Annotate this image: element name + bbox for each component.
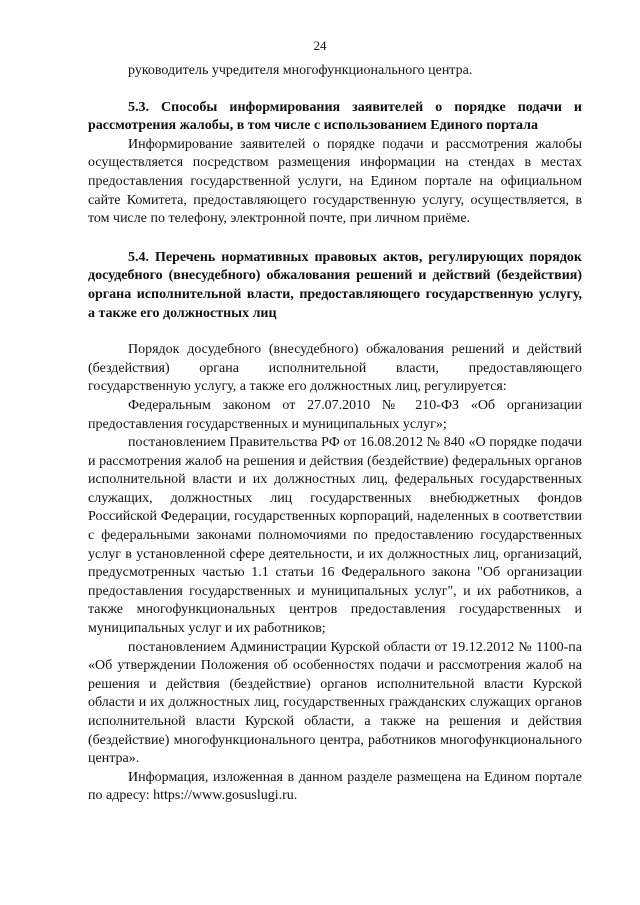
section-5-4-heading: 5.4. Перечень нормативных правовых актов, регулирующих порядок досудебного (внесудебного) обжалования решений и действий (бездействия) органа исполнительной власти, предоставляющего государственную услугу, а также его должностных лиц	[88, 249, 582, 321]
section-5-3-heading: 5.3. Способы информирования заявителей о порядке подачи и рассмотрения жалобы, в том числе с использованием Единого портала	[88, 99, 582, 134]
section-5-4-intro: Порядок досудебного (внесудебного) обжалования решений и действий (бездействия) органа исполнительной власти, предоставляющего государственную услугу, а также его должностных лиц, регулируется:	[88, 342, 582, 395]
page-content	[88, 62, 582, 806]
page-number: 24	[313, 38, 327, 53]
continuation-text: руководитель учредителя многофункционального центра.	[128, 63, 473, 78]
legal-act-kursk-resolution: постановлением Администрации Курской области от 19.12.2012 № 1100-па «Об утверждении Положения об особенностях подачи и рассмотрения жалоб на решения и действия (бездействие) органов исполнительной власти Курской области и их должностных лиц, государственных гражданских служащих органов исполнительной власти Курской области, а также на решения и действия (бездействие) многофункционального центра, работников многофункционального центра».	[88, 639, 582, 767]
legal-act-government-resolution: постановлением Правительства РФ от 16.08.2012 № 840 «О порядке подачи и рассмотрения жалоб на решения и действия (бездействие) федеральных органов исполнительной власти и их должностных лиц, федеральных государственных служащих, должностных лиц государственных внебюджетных фондов Российской Федерации, государственных корпораций, наделенных в соответствии с федеральными законами полномочиями по предоставлению государственных услуг в установленной сфере деятельности, и их должностных лиц, организаций, предусмотренных частью 1.1 статьи 16 Федерального закона "Об организации предоставления государственных и муниципальных услуг", и их работников, а также многофункциональных центров предоставления государственных и муниципальных услуг и их работников;	[88, 435, 582, 637]
section-5-4-closing: Информация, изложенная в данном разделе размещена на Едином портале по адресу: https://www.gosuslugi.ru.	[88, 769, 582, 804]
legal-act-federal-law: Федеральным законом от 27.07.2010 № 210-ФЗ «Об организации предоставления государственных и муниципальных услуг»;	[88, 397, 582, 432]
section-5-3-body: Информирование заявителей о порядке подачи и рассмотрения жалобы осуществляется посредством размещения информации на стендах в местах предоставления государственной услуги, на Едином портале на официальном сайте Комитета, предоставляющего государственную услугу, осуществляется, в том числе по телефону, электронной почте, при личном приёме.	[88, 136, 582, 227]
